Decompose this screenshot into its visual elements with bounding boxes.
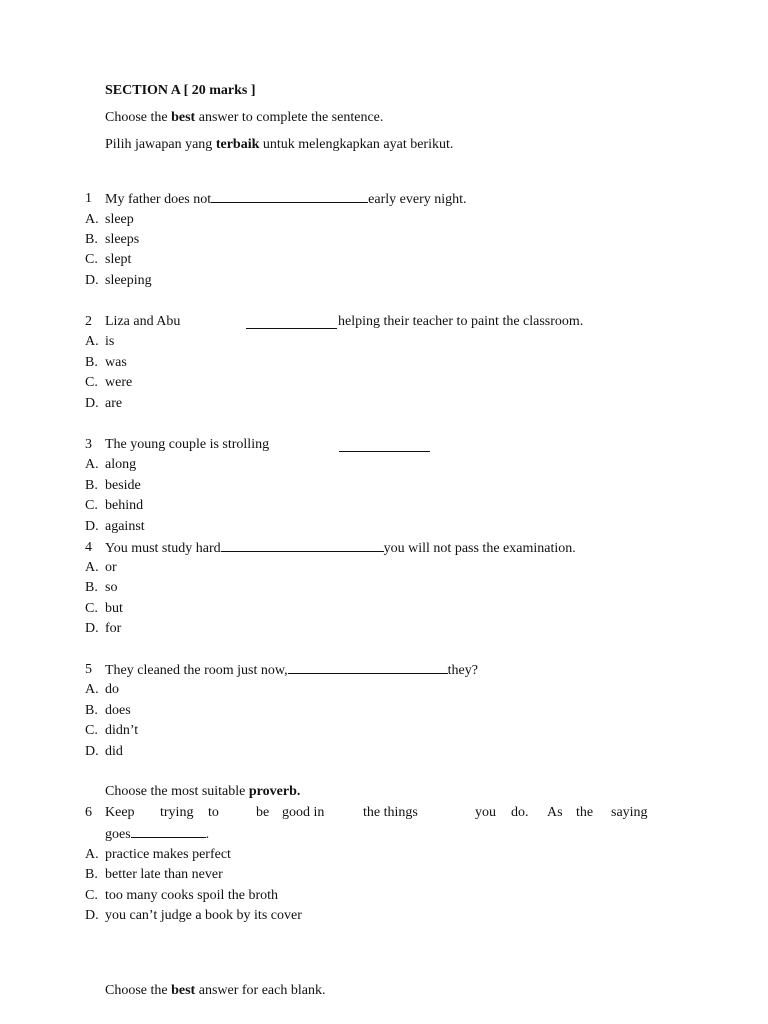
answer-blank bbox=[211, 190, 368, 203]
question-number: 3 bbox=[85, 437, 92, 452]
proverb-instruction: Choose the most suitable proverb. bbox=[105, 784, 301, 799]
answer-blank bbox=[339, 439, 430, 452]
question-stem: 6 Keep trying to be good in the things you do. As the saying bbox=[85, 805, 648, 820]
final-instruction: Choose the best answer for each blank. bbox=[105, 983, 326, 998]
question-stem: They cleaned the room just now, they? bbox=[105, 663, 478, 678]
answer-blank bbox=[131, 825, 206, 838]
question-stem-line-2: goes . bbox=[105, 827, 210, 842]
question-stem: You must study hard you will not pass the examination. bbox=[105, 541, 576, 556]
question-number: 5 bbox=[85, 662, 92, 677]
question-stem: My father does not early every night. bbox=[105, 192, 467, 207]
answer-blank bbox=[246, 316, 337, 329]
question-stem-end: helping their teacher to paint the classroom. bbox=[338, 314, 584, 329]
question-stem: Liza and Abu bbox=[105, 314, 181, 329]
question-number: 1 bbox=[85, 191, 92, 206]
answer-blank bbox=[221, 539, 384, 552]
instruction-english: Choose the best answer to complete the sentence. bbox=[105, 110, 384, 125]
question-number: 2 bbox=[85, 314, 92, 329]
instruction-malay: Pilih jawapan yang terbaik untuk melengkapkan ayat berikut. bbox=[105, 137, 454, 152]
question-stem: The young couple is strolling bbox=[105, 437, 270, 452]
question-number: 4 bbox=[85, 540, 92, 555]
answer-blank bbox=[288, 661, 448, 674]
section-title: SECTION A [ 20 marks ] bbox=[105, 83, 256, 98]
question-number: 6 bbox=[85, 805, 92, 820]
